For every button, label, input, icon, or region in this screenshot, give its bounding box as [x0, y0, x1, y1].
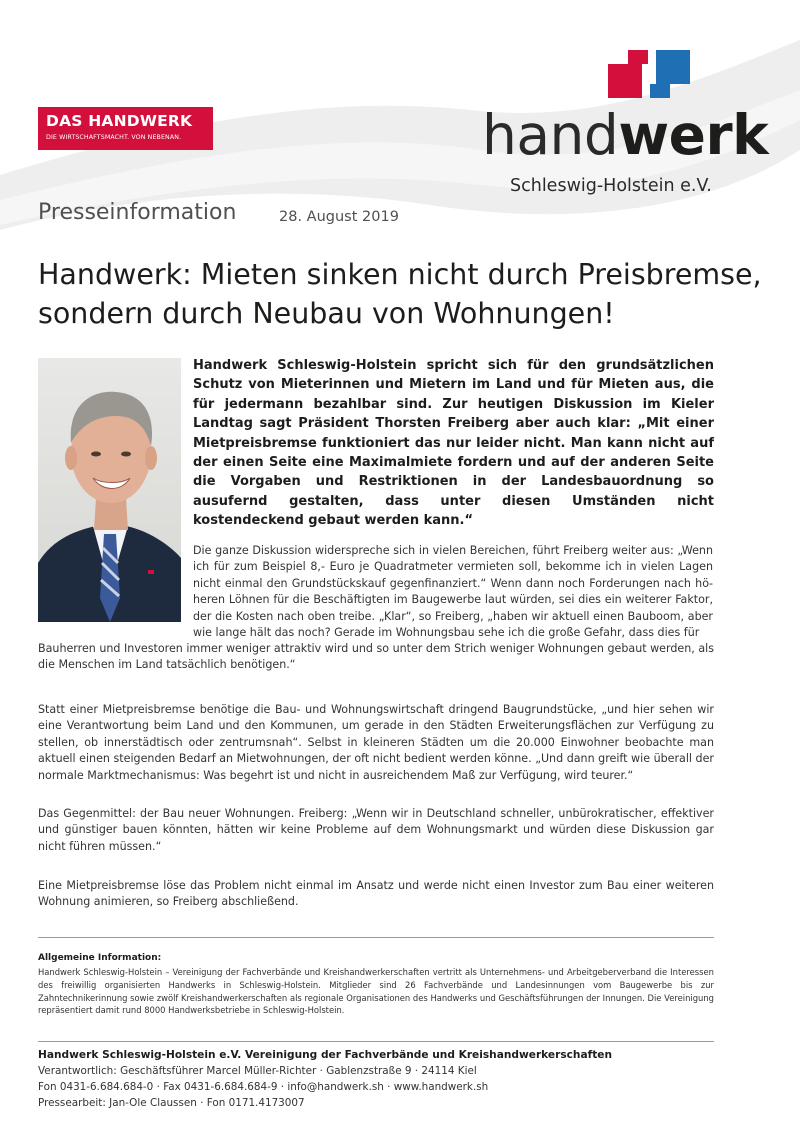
body-paragraph-1: Die ganze Diskussion widerspreche sich in vielen Bereichen, führt Freiberg weiter aus: „Wenn ich für zum Beispiel 8,- Euro je Quadratmeter vermieten soll, bekomme ich in vielen Lagen nicht einmal den Grundstückskauf gegenfinanziert.“ Wenn dann noch Forderungen nach höheren Löhnen für die Beschäftigten im Baugewerbe laut würden, sei dies ein weiterer Faktor, der die Kosten nach oben treibe. „Klar“, so Freiberg, „haben wir aktuell einen Bauboom, aber wie lange hält das noch? Gerade im Wohnungsbau sehe ich die große Gefahr, dass dies für	[193, 544, 713, 640]
badge-title: DAS HANDWERK	[46, 112, 193, 130]
footer-press-contact: Pressearbeit: Jan-Ole Claussen · Fon 0171.4173007	[38, 1097, 305, 1109]
logo-word-bold: werk	[618, 103, 769, 167]
headline-line-1: Handwerk: Mieten sinken nicht durch Preisbremse,	[38, 258, 762, 291]
das-handwerk-badge	[38, 107, 213, 150]
handwerk-logo-icon	[608, 50, 690, 98]
logo-region: Schleswig-Holstein e.V.	[510, 176, 712, 196]
headline-line-2: sondern durch Neubau von Wohnungen!	[38, 297, 615, 330]
body-paragraph-2: Statt einer Mietpreisbremse benötige die Bau- und Wohnungswirtschaft dringend Baugrundstücke, „und hier sehen wir eine Verantwortung beim Land und den Kommunen, um gerade in den Städten Erweiterungsflächen zur Verfügung zu stellen, ob innerstädtisch oder zentrumsnah“. Selbst in kleineren Städten um die 20.000 Einwohner beobachte man aktuell einen steigenden Bedarf an Mietwohnungen, der oft nicht bedient werden könne. „Und dann greift wie überall der normale Marktmechanismus: Was begehrt ist und nicht in ausreichendem Maß zur Verfügung, wird teurer.“	[38, 703, 714, 782]
footer-responsible: Verantwortlich: Geschäftsführer Marcel Müller-Richter · Gablenzstraße 9 · 24114 Kiel	[38, 1065, 477, 1077]
lead-paragraph: Handwerk Schleswig-Holstein spricht sich für den grundsätzlichen Schutz von Mieterinnen und Mietern im Land und für Mieten aus, die für jedermann bezahlbar sind. Zur heutigen Diskussion im Kieler Landtag sagt Präsident Thorsten Freiberg aber auch klar: „Mit einer Mietpreisbremse funktioniert das nur leider nicht. Man kann nicht auf der einen Seite eine Maximalmiete fordern und auf der anderen Seite die Vorgaben und Restriktionen in der Landesbauordnung so ausufernd gestalten, dass unter diesen Umständen nicht kostendeckend gebaut werden kann.“	[193, 358, 714, 529]
info-text: Handwerk Schleswig-Holstein – Vereinigung der Fachverbände und Kreishandwerkerschaften vertritt als Unternehmens- und Arbeitgeberverband die Interessen des freiwillig organisierten Handwerks in Schleswig-Holstein. Mitglieder sind 26 Fachverbände und Landesinnungen vom Baugewerbe bis zur Zahntechnikerinnung sowie zwölf Kreishandwerkerschaften als regionale Organisationen des Handwerks und Geschäftsführungen der Innungen. Die Vereinigung repräsentiert damit rund 8000 Handwerksbetriebe in Schleswig-Holstein.	[38, 967, 714, 1016]
body-paragraph-3: Das Gegenmittel: der Bau neuer Wohnungen. Freiberg: „Wenn wir in Deutschland schneller, unbürokratischer, effektiver und günstiger bauen könnten, hätten wir keine Probleme auf dem Wohnungsmarkt und würden diese Diskussion gar nicht führen müssen.“	[38, 807, 714, 853]
handwerk-logo-wordmark	[482, 104, 768, 166]
divider	[38, 1041, 714, 1042]
footer-organization: Handwerk Schleswig-Holstein e.V. Vereinigung der Fachverbände und Kreishandwerkerschaften	[38, 1049, 613, 1061]
headline	[38, 255, 762, 333]
info-title: Allgemeine Information:	[38, 953, 162, 963]
divider	[38, 937, 714, 938]
body-paragraph-4: Eine Mietpreisbremse löse das Problem nicht einmal im Ansatz und werde nicht einen Investor zum Bau einer weiteren Wohnung animieren, so Freiberg abschließend.	[38, 879, 714, 909]
badge-subtitle: DIE WIRTSCHAFTSMACHT. VON NEBENAN.	[46, 134, 182, 141]
body-paragraph-1-continued: Bauherren und Investoren immer weniger attraktiv wird und so unter dem Strich weniger Wohnungen gebaut werden, als die Menschen im Land tatsächlich benötigen.“	[38, 642, 714, 672]
portrait-photo	[38, 358, 181, 622]
press-date: 28. August 2019	[279, 209, 399, 225]
logo-word-light: hand	[482, 103, 619, 167]
footer-contact: Fon 0431-6.684.684-0 · Fax 0431-6.684.684-9 · info@handwerk.sh · www.handwerk.sh	[38, 1081, 489, 1093]
press-label: Presseinformation	[38, 200, 237, 225]
